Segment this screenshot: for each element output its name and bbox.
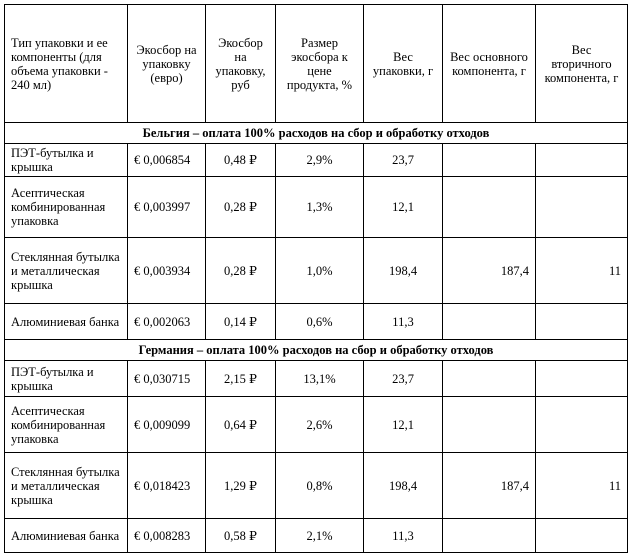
cell-fee-rub: 0,64 ₽: [206, 397, 276, 453]
cell-main-weight: 187,4: [443, 238, 536, 304]
header-fee-rub: Экосбор на упаковку, руб: [206, 5, 276, 123]
cell-fee-rub: 2,15 ₽: [206, 361, 276, 397]
cell-main-weight: [443, 361, 536, 397]
cell-package-type: Стеклянная бутылка и металлическая крышка: [5, 453, 128, 519]
cell-fee-eur: € 0,003997: [128, 177, 206, 238]
cell-fee-rub: 1,29 ₽: [206, 453, 276, 519]
cell-package-weight: 23,7: [364, 144, 443, 177]
cell-fee-rub: 0,48 ₽: [206, 144, 276, 177]
header-package-type: Тип упаковки и ее компоненты (для объема упаковки - 240 мл): [5, 5, 128, 123]
cell-package-type: ПЭТ-бутылка и крышка: [5, 144, 128, 177]
cell-main-weight: 187,4: [443, 453, 536, 519]
cell-main-weight: [443, 397, 536, 453]
eco-fee-table: [4, 4, 628, 553]
cell-package-type: Асептическая комбинированная упаковка: [5, 397, 128, 453]
cell-package-weight: 11,3: [364, 519, 443, 553]
cell-package-type: Асептическая комбинированная упаковка: [5, 177, 128, 238]
cell-fee-percent: 0,8%: [276, 453, 364, 519]
section-title: Германия – оплата 100% расходов на сбор и обработку отходов: [5, 340, 628, 361]
cell-fee-rub: 0,58 ₽: [206, 519, 276, 553]
cell-fee-eur: € 0,006854: [128, 144, 206, 177]
cell-fee-eur: € 0,018423: [128, 453, 206, 519]
cell-fee-percent: 1,3%: [276, 177, 364, 238]
cell-fee-percent: 0,6%: [276, 304, 364, 340]
cell-secondary-weight: [536, 361, 628, 397]
cell-package-type: Стеклянная бутылка и металлическая крышка: [5, 238, 128, 304]
cell-fee-percent: 2,9%: [276, 144, 364, 177]
cell-fee-rub: 0,28 ₽: [206, 177, 276, 238]
header-fee-eur: Экосбор на упаковку (евро): [128, 5, 206, 123]
cell-fee-eur: € 0,030715: [128, 361, 206, 397]
cell-package-weight: 11,3: [364, 304, 443, 340]
cell-fee-percent: 1,0%: [276, 238, 364, 304]
cell-secondary-weight: 11: [536, 453, 628, 519]
table-row: [5, 144, 628, 177]
cell-main-weight: [443, 144, 536, 177]
cell-fee-percent: 13,1%: [276, 361, 364, 397]
table-row: [5, 453, 628, 519]
cell-secondary-weight: [536, 144, 628, 177]
cell-secondary-weight: [536, 519, 628, 553]
cell-package-weight: 198,4: [364, 453, 443, 519]
header-secondary-weight: Вес вторичного компонента, г: [536, 5, 628, 123]
header-row: [5, 5, 628, 123]
cell-package-weight: 23,7: [364, 361, 443, 397]
header-fee-percent: Размер экосбора к цене продукта, %: [276, 5, 364, 123]
cell-fee-eur: € 0,002063: [128, 304, 206, 340]
cell-fee-rub: 0,14 ₽: [206, 304, 276, 340]
table-row: [5, 238, 628, 304]
cell-fee-rub: 0,28 ₽: [206, 238, 276, 304]
cell-main-weight: [443, 519, 536, 553]
cell-fee-eur: € 0,003934: [128, 238, 206, 304]
cell-package-type: ПЭТ-бутылка и крышка: [5, 361, 128, 397]
section-row-germany: [5, 340, 628, 361]
cell-package-weight: 12,1: [364, 397, 443, 453]
cell-package-type: Алюминиевая банка: [5, 519, 128, 553]
header-package-weight: Вес упаковки, г: [364, 5, 443, 123]
cell-package-type: Алюминиевая банка: [5, 304, 128, 340]
cell-secondary-weight: [536, 177, 628, 238]
cell-secondary-weight: [536, 304, 628, 340]
cell-fee-eur: € 0,008283: [128, 519, 206, 553]
header-main-weight: Вес основного компонента, г: [443, 5, 536, 123]
table-row: [5, 177, 628, 238]
cell-main-weight: [443, 177, 536, 238]
cell-fee-percent: 2,1%: [276, 519, 364, 553]
cell-main-weight: [443, 304, 536, 340]
cell-fee-eur: € 0,009099: [128, 397, 206, 453]
cell-secondary-weight: 11: [536, 238, 628, 304]
table-row: [5, 519, 628, 553]
cell-fee-percent: 2,6%: [276, 397, 364, 453]
cell-secondary-weight: [536, 397, 628, 453]
cell-package-weight: 198,4: [364, 238, 443, 304]
table-row: [5, 361, 628, 397]
cell-package-weight: 12,1: [364, 177, 443, 238]
section-row-belgium: [5, 123, 628, 144]
section-title: Бельгия – оплата 100% расходов на сбор и обработку отходов: [5, 123, 628, 144]
table-row: [5, 304, 628, 340]
table-row: [5, 397, 628, 453]
